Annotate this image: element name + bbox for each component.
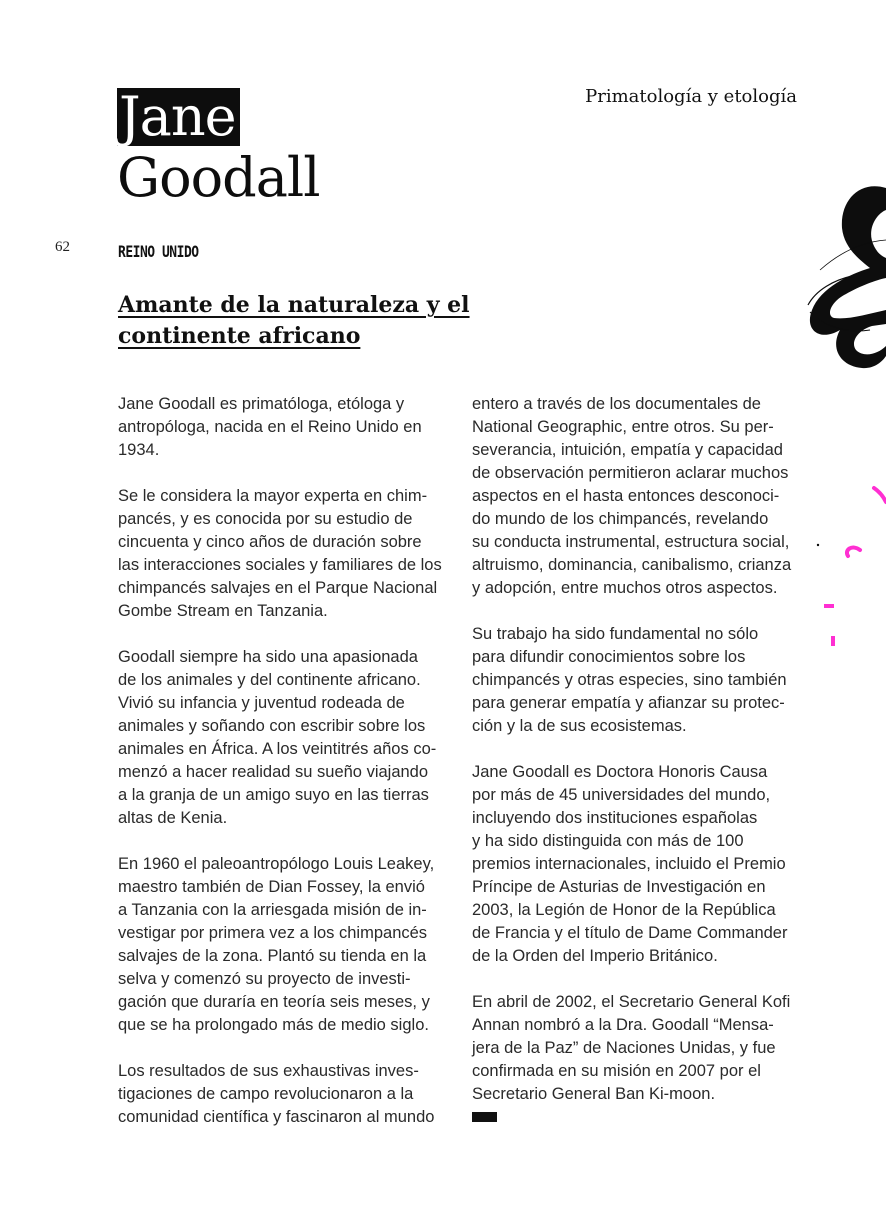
body-line: cincuenta y cinco años de duración sobre — [118, 533, 422, 551]
body-line: chimpancés salvajes en el Parque Nacional — [118, 579, 438, 597]
body-line: confirmada en su misión en 2007 por el — [472, 1062, 761, 1080]
body-paragraph — [118, 853, 448, 1037]
body-line: Goodall siempre ha sido una apasionada — [118, 648, 418, 666]
subtitle-line-2: continente africano — [118, 323, 361, 349]
body-line: Su trabajo ha sido fundamental no sólo — [472, 625, 759, 643]
body-line: Gombe Stream en Tanzania. — [118, 602, 328, 620]
pink-mark-1 — [874, 488, 886, 502]
body-line: altruismo, dominancia, canibalismo, crianza — [472, 556, 792, 574]
ink-dot — [817, 544, 819, 546]
body-line: de la Orden del Imperio Británico. — [472, 947, 718, 965]
body-paragraph — [472, 623, 802, 738]
body-line: que se ha prolongado más de medio siglo. — [118, 1016, 429, 1034]
end-mark — [472, 1112, 497, 1122]
body-line: maestro también de Dian Fossey, la envió — [118, 878, 425, 896]
body-line: para generar empatía y afianzar su protec- — [472, 694, 785, 712]
body-line: En abril de 2002, el Secretario General Kofi — [472, 993, 791, 1011]
body-line: severancia, intuición, empatía y capacidad — [472, 441, 783, 459]
body-line: Jane Goodall es Doctora Honoris Causa — [472, 763, 768, 781]
body-line: ción y la de sus ecosistemas. — [472, 717, 687, 735]
body-line: gación que duraría en teoría seis meses, y — [118, 993, 430, 1011]
body-line: aspectos en el hasta entonces desconoci- — [472, 487, 780, 505]
title-last-name: Goodall — [117, 146, 320, 209]
body-line: por más de 45 universidades del mundo, — [472, 786, 771, 804]
body-paragraph — [472, 393, 802, 600]
body-line: a la granja de un amigo suyo en las tierras — [118, 786, 429, 804]
body-paragraph — [118, 646, 448, 830]
pink-mark-3 — [824, 604, 834, 608]
body-line: menzó a hacer realidad su sueño viajando — [118, 763, 429, 781]
body-column-left — [118, 393, 448, 1152]
body-line: vestigar por primera vez a los chimpancés — [118, 924, 428, 942]
body-line: las interacciones sociales y familiares de los — [118, 556, 442, 574]
body-line: para difundir conocimientos sobre los — [472, 648, 746, 666]
country-label: REINO UNIDO — [118, 243, 199, 262]
body-line: de observación permitieron aclarar muchos — [472, 464, 789, 482]
body-line: Los resultados de sus exhaustivas inves- — [118, 1062, 419, 1080]
body-line: comunidad científica y fascinaron al mundo — [118, 1108, 435, 1126]
section-label: Primatología y etología — [585, 86, 797, 107]
body-line: Jane Goodall es primatóloga, etóloga y — [118, 395, 405, 413]
body-line: animales en África. A los veintitrés años co- — [118, 740, 437, 758]
body-line: chimpancés y otras especies, sino también — [472, 671, 787, 689]
pink-mark-4 — [831, 636, 835, 646]
body-line: 2003, la Legión de Honor de la República — [472, 901, 776, 919]
body-line: su conducta instrumental, estructura social, — [472, 533, 790, 551]
body-line: incluyendo dos instituciones españolas — [472, 809, 758, 827]
page-number: 62 — [55, 239, 70, 255]
body-line: jera de la Paz” de Naciones Unidas, y fue — [472, 1039, 776, 1057]
subtitle — [118, 290, 478, 352]
body-line: salvajes de la zona. Plantó su tienda en la — [118, 947, 427, 965]
body-line: En 1960 el paleoantropólogo Louis Leakey, — [118, 855, 435, 873]
body-line: Vivió su infancia y juventud rodeada de — [118, 694, 405, 712]
subtitle-line-1: Amante de la naturaleza y el — [118, 292, 470, 318]
body-paragraph — [118, 1060, 448, 1129]
body-line: Se le considera la mayor experta en chim- — [118, 487, 428, 505]
body-line: a Tanzania con la arriesgada misión de in- — [118, 901, 427, 919]
body-paragraph — [118, 485, 448, 623]
body-column-right — [472, 393, 802, 1129]
title-first-name: Jane — [117, 88, 240, 146]
body-line: selva y comenzó su proyecto de investi- — [118, 970, 411, 988]
body-paragraph — [472, 761, 802, 968]
body-line: de los animales y del continente africano. — [118, 671, 421, 689]
body-line: Secretario General Ban Ki-moon. — [472, 1085, 716, 1103]
body-line: entero a través de los documentales de — [472, 395, 761, 413]
body-line: antropóloga, nacida en el Reino Unido en — [118, 418, 422, 436]
body-line: premios internacionales, incluido el Premio — [472, 855, 786, 873]
body-line: tigaciones de campo revolucionaron a la — [118, 1085, 414, 1103]
body-line: y ha sido distinguida con más de 100 — [472, 832, 744, 850]
body-line: altas de Kenia. — [118, 809, 228, 827]
pink-mark-2 — [847, 548, 860, 556]
body-line: Annan nombró a la Dra. Goodall “Mensa- — [472, 1016, 774, 1034]
ink-decoration — [790, 170, 886, 670]
body-line: National Geographic, entre otros. Su per- — [472, 418, 774, 436]
body-line: Príncipe de Asturias de Investigación en — [472, 878, 766, 896]
body-line: animales y soñando con escribir sobre los — [118, 717, 426, 735]
body-line: pancés, y es conocida por su estudio de — [118, 510, 413, 528]
body-line: 1934. — [118, 441, 160, 459]
body-paragraph — [472, 991, 802, 1106]
body-paragraph — [118, 393, 448, 462]
body-line: y adopción, entre muchos otros aspectos. — [472, 579, 778, 597]
body-line: do mundo de los chimpancés, revelando — [472, 510, 769, 528]
body-line: de Francia y el título de Dame Commander — [472, 924, 788, 942]
